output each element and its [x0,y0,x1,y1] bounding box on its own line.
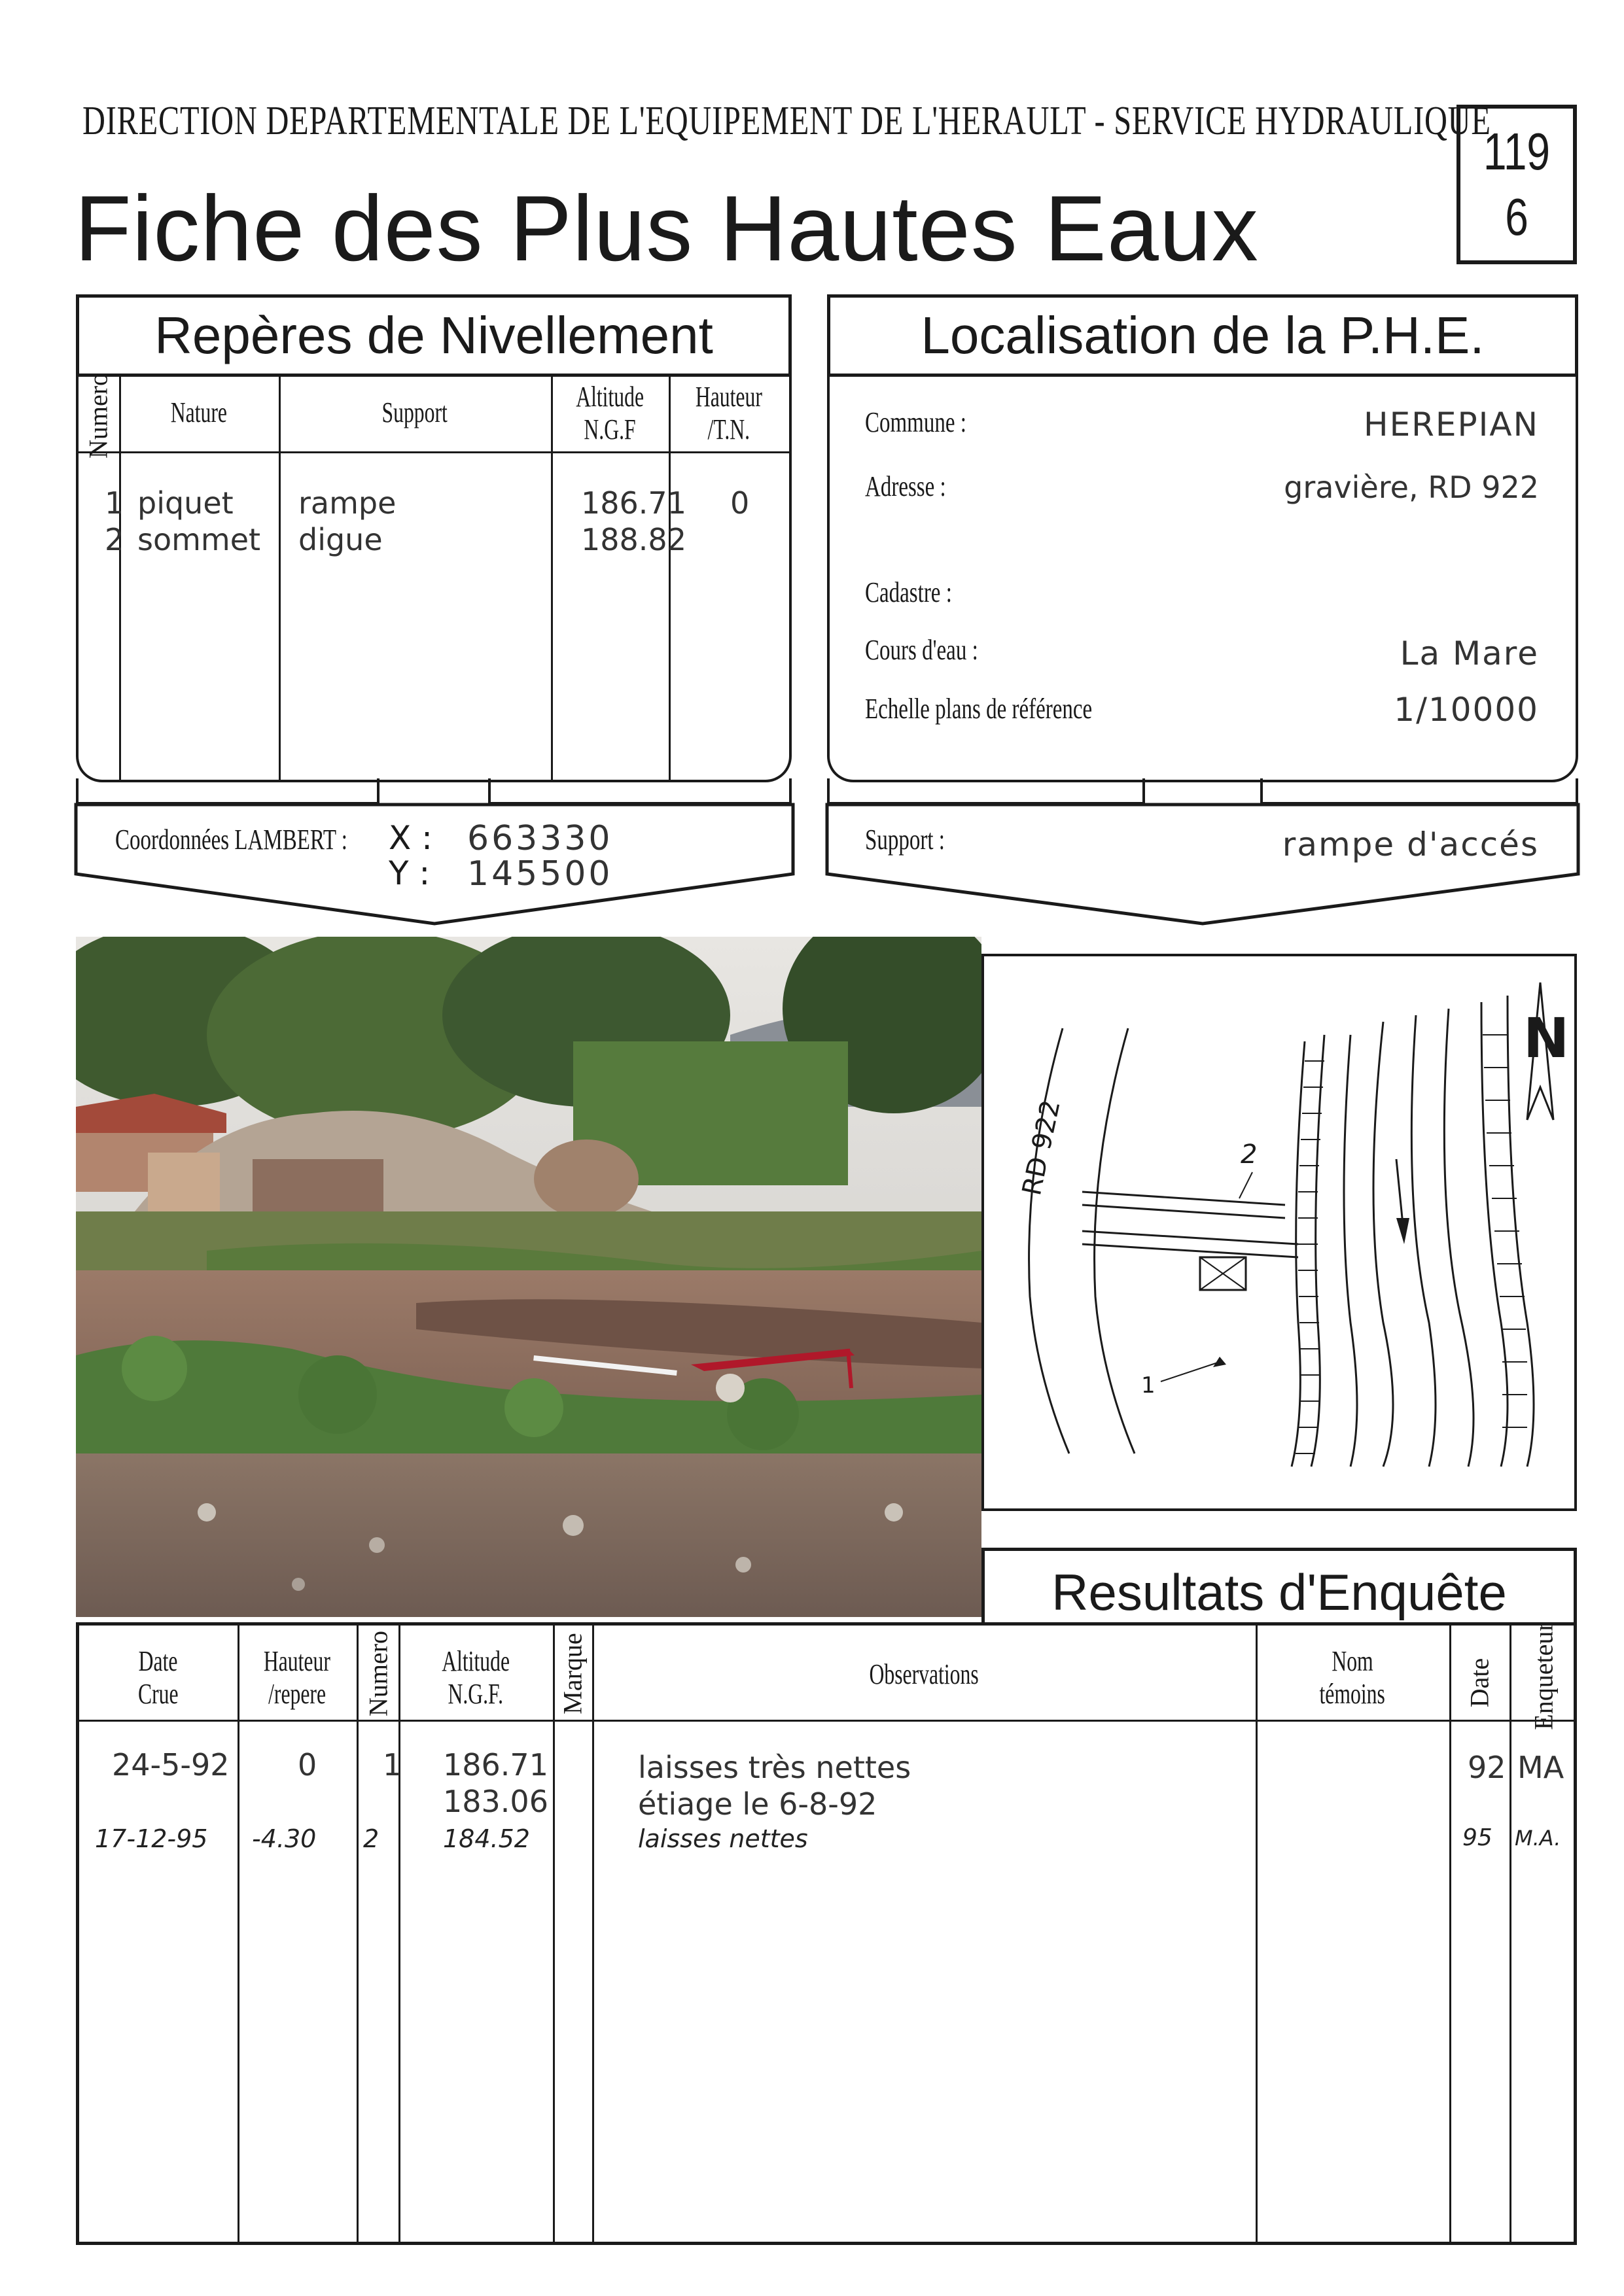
commune-value: HEREPIAN [1363,406,1539,444]
map-drawing [984,956,1574,1508]
adresse-label: Adresse : [865,470,946,502]
site-photo [76,937,981,1617]
reperes-bracket-left [76,778,380,805]
organization-header: DIRECTION DEPARTEMENTALE DE L'EQUIPEMENT DE L'HERAULT - SERVICE HYDRAULIQUE [82,99,1491,143]
reperes-col-numero: Numero [83,372,113,459]
reference-sub: 6 [1505,188,1528,246]
resultats-col-date: Date [1464,1658,1494,1708]
localisation-title: Localisation de la P.H.E. [921,306,1485,364]
resultats-col-date-crue: Date Crue [138,1645,179,1710]
reperes-row2-numero: 2 [105,522,124,557]
resultats-col-numero: Numero [363,1630,393,1717]
reference-box [1456,105,1577,264]
resultats-row3-survey-date: 95 [1462,1824,1492,1851]
cadastre-label: Cadastre : [865,576,952,608]
reperes-row2-nature: sommet [137,522,261,557]
support-arrow-box [824,802,1581,926]
page-title: Fiche des Plus Hautes Eaux [75,177,1259,281]
resultats-table [76,1622,1577,2245]
echelle-label: Echelle plans de référence [865,693,1093,725]
coordinates-arrow-box [73,802,796,926]
reperes-row1-support: rampe [298,485,397,521]
resultats-row1-enqueteur: MA [1517,1750,1564,1785]
resultats-row3-numero: 2 [363,1824,380,1853]
map-marker-2: 2 [1241,1139,1258,1170]
resultats-row1-observations: laisses très nettes [638,1750,911,1785]
resultats-col-hauteur: Hauteur /repere [263,1645,331,1710]
echelle-value: 1/10000 [1394,691,1539,729]
commune-label: Commune : [865,406,966,438]
reperes-title-box [76,294,792,377]
resultats-row2-altitude: 183.06 [443,1784,548,1819]
resultats-col-altitude: Altitude N.G.F. [442,1645,510,1710]
resultats-row3-altitude: 184.52 [443,1824,530,1853]
lambert-x-value: 663330 [467,819,613,858]
reperes-row1-numero: 1 [105,485,124,521]
resultats-row3-observations: laisses nettes [638,1824,808,1853]
cours-eau-label: Cours d'eau : [865,634,978,666]
reperes-col-altitude: Altitude N.G.F [576,381,644,445]
resultats-row3-hauteur: -4.30 [252,1824,317,1853]
cours-eau-value: La Mare [1400,635,1539,672]
lambert-y-label: Y : [389,854,431,892]
reperes-col-nature: Nature [170,396,228,428]
resultats-row1-date: 24-5-92 [112,1747,230,1783]
reperes-col-support: Support [381,396,448,428]
reperes-col-hauteur: Hauteur /T.N. [695,381,763,445]
resultats-col-enqueteur: Enqueteur [1528,1622,1559,1730]
reperes-table [76,372,792,782]
resultats-title-box [981,1548,1577,1625]
resultats-col-observations: Observations [869,1658,979,1690]
lambert-x-label: X : [389,819,432,857]
resultats-row3-date: 17-12-95 [95,1824,208,1853]
lambert-label: Coordonnées LAMBERT : [115,824,347,856]
support-value: rampe d'accés [1282,826,1539,863]
resultats-row1-numero: 1 [383,1747,402,1783]
adresse-value: gravière, RD 922 [1284,470,1539,505]
map-marker-1: 1 [1141,1372,1156,1399]
resultats-row2-observations: étiage le 6-8-92 [638,1786,877,1822]
reperes-row1-nature: piquet [137,485,234,521]
reference-number: 119 [1483,122,1551,181]
reperes-row1-altitude: 186.71 [581,485,686,521]
reperes-bracket-right [488,778,792,805]
resultats-col-marque: Marque [557,1633,588,1714]
map-road-label: RD 922 [1017,1097,1067,1198]
resultats-row1-altitude: 186.71 [443,1747,548,1783]
reperes-row1-hauteur: 0 [730,485,750,521]
resultats-row3-enqueteur: M.A. [1515,1826,1561,1851]
reperes-title: Repères de Nivellement [154,306,713,364]
reperes-row2-altitude: 188.82 [581,522,686,557]
localisation-bracket-left [827,778,1145,805]
resultats-title: Resultats d'Enquête [1051,1563,1507,1621]
resultats-row1-hauteur: 0 [298,1747,317,1783]
localisation-bracket-right [1260,778,1578,805]
resultats-col-nom-temoins: Nom témoins [1319,1645,1386,1710]
location-map [981,954,1577,1511]
lambert-y-value: 145500 [467,854,613,894]
localisation-title-box [827,294,1578,377]
support-label: Support : [865,824,945,856]
north-arrow-icon: N [1523,1006,1570,1070]
reperes-row2-support: digue [298,522,383,557]
resultats-row1-survey-date: 92 [1468,1750,1506,1785]
